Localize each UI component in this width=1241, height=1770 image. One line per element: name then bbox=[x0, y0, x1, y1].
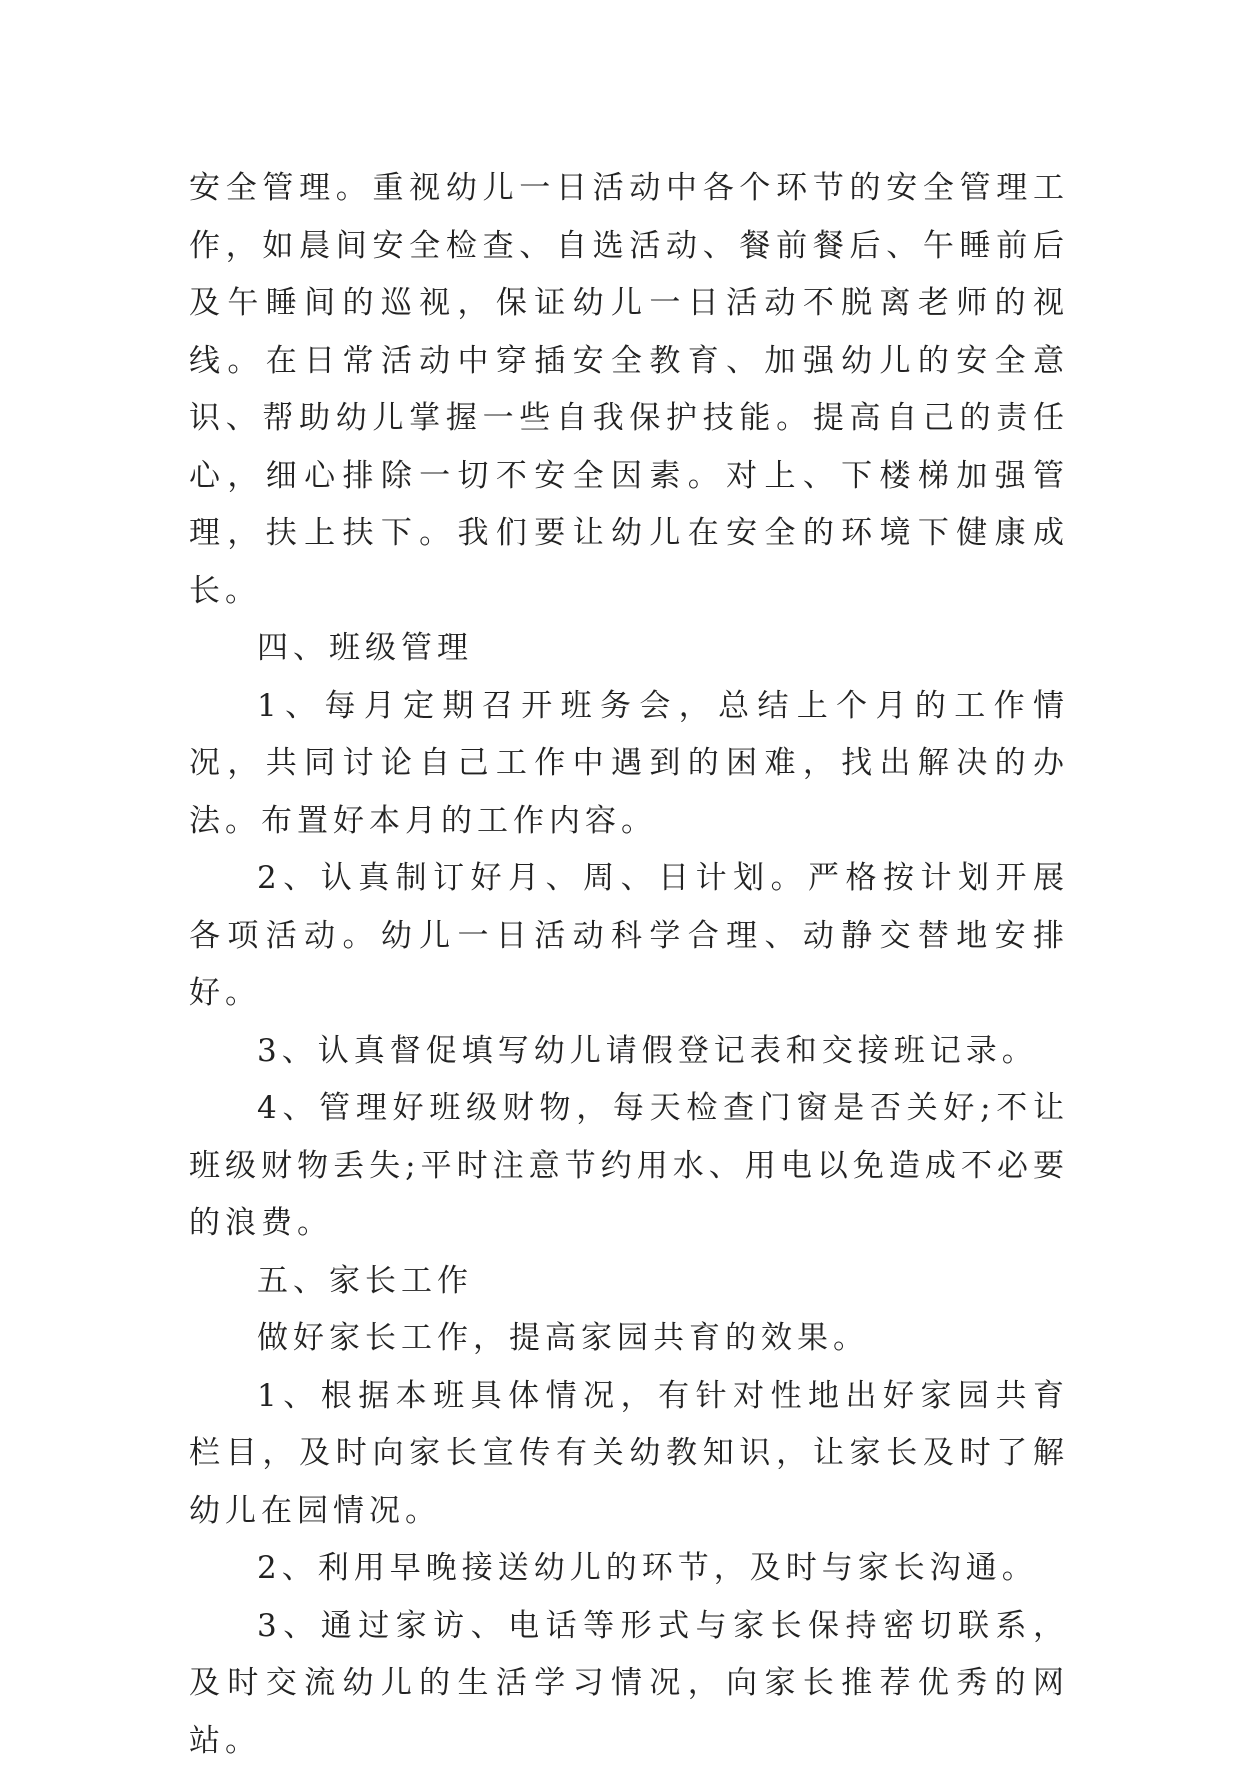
section-heading-class-management: 四、班级管理 bbox=[189, 620, 1069, 678]
paragraph-parent-item-2: 2、利用早晚接送幼儿的环节，及时与家长沟通。 bbox=[189, 1540, 1069, 1598]
section-heading-parent-work: 五、家长工作 bbox=[189, 1253, 1069, 1311]
paragraph-class-item-2: 2、认真制订好月、周、日计划。严格按计划开展各项活动。幼儿一日活动科学合理、动静交替地安排好。 bbox=[189, 850, 1069, 1023]
paragraph-class-item-1: 1、每月定期召开班务会，总结上个月的工作情况，共同讨论自己工作中遇到的困难，找出解决的办法。布置好本月的工作内容。 bbox=[189, 678, 1069, 851]
paragraph-class-item-4: 4、管理好班级财物，每天检查门窗是否关好;不让班级财物丢失;平时注意节约用水、用电以免造成不必要的浪费。 bbox=[189, 1080, 1069, 1253]
paragraph-parent-item-3: 3、通过家访、电话等形式与家长保持密切联系，及时交流幼儿的生活学习情况，向家长推荐优秀的网站。 bbox=[189, 1598, 1069, 1770]
document-body bbox=[189, 160, 1069, 1770]
paragraph-parent-item-1: 1、根据本班具体情况，有针对性地出好家园共育栏目，及时向家长宣传有关幼教知识，让家长及时了解幼儿在园情况。 bbox=[189, 1368, 1069, 1541]
paragraph-parent-intro: 做好家长工作，提高家园共育的效果。 bbox=[189, 1310, 1069, 1368]
paragraph-safety-management: 安全管理。重视幼儿一日活动中各个环节的安全管理工作，如晨间安全检查、自选活动、餐前餐后、午睡前后及午睡间的巡视，保证幼儿一日活动不脱离老师的视线。在日常活动中穿插安全教育、加强幼儿的安全意识、帮助幼儿掌握一些自我保护技能。提高自己的责任心，细心排除一切不安全因素。对上、下楼梯加强管理，扶上扶下。我们要让幼儿在安全的环境下健康成长。 bbox=[189, 160, 1069, 620]
paragraph-class-item-3: 3、认真督促填写幼儿请假登记表和交接班记录。 bbox=[189, 1023, 1069, 1081]
